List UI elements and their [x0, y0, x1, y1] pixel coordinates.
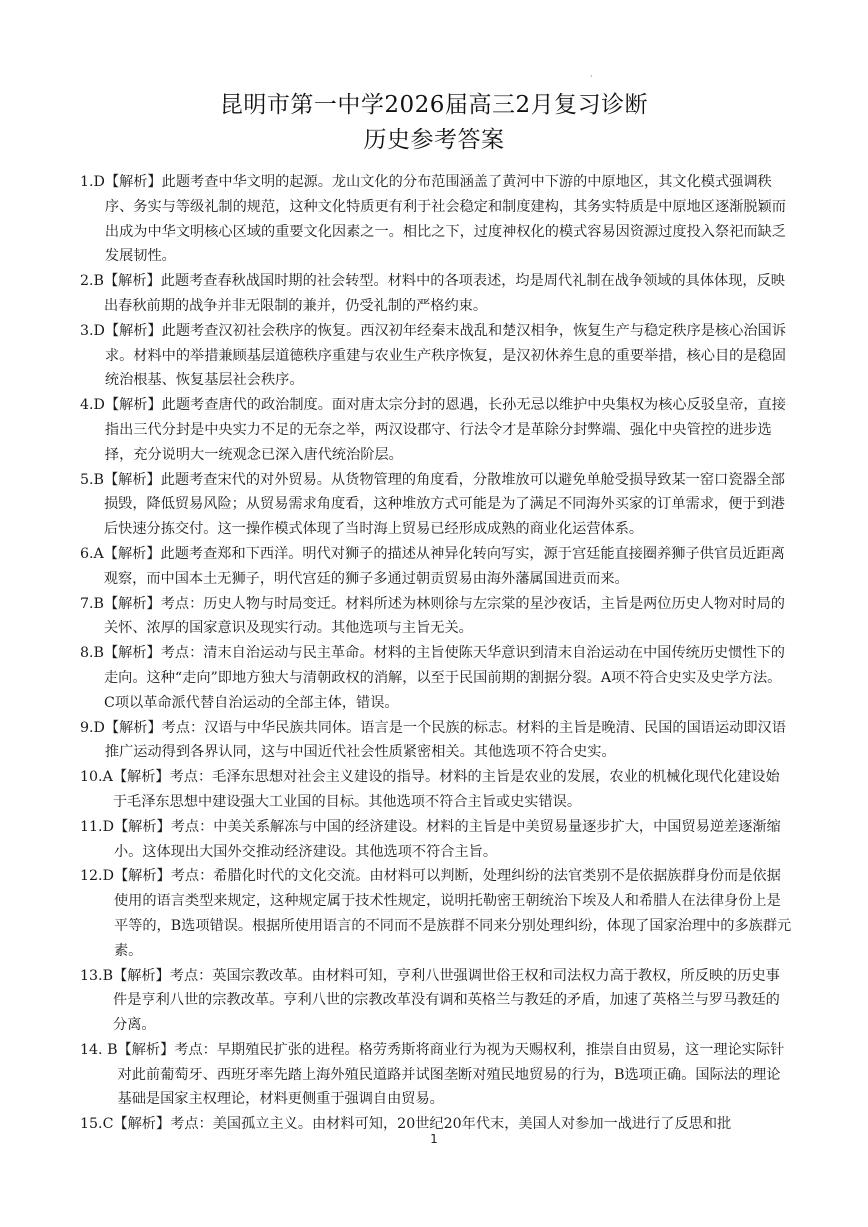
answer-number: 11.D	[80, 818, 114, 835]
answer-item	[80, 716, 792, 766]
answer-item	[80, 864, 792, 963]
answer-item	[80, 170, 792, 269]
answer-list	[80, 170, 792, 1137]
answer-item	[80, 393, 792, 467]
answer-item	[80, 468, 792, 542]
answer-item	[80, 641, 792, 715]
answer-explanation: 【解析】考点：毛泽东思想对社会主义建设的指导。材料的主旨是农业的发展，农业的机械化现代化建设始于毛泽东思想中建设强大工业国的目标。其他选项不符合主旨或史实错误。	[112, 769, 780, 810]
answer-explanation: 【解析】考点：汉语与中华民族共同体。语言是一个民族的标志。材料的主旨是晚清、民国的国语运动即汉语推广运动得到各界认同，这与中国近代社会性质紧密相关。其他选项不符合史实。	[104, 719, 786, 761]
answer-explanation: 【解析】此题考查汉初社会秩序的恢复。西汉初年经秦末战乱和楚汉相争，恢复生产与稳定秩序是核心治国诉求。材料中的举措兼顾基层道德秩序重建与农业生产秩序恢复，是汉初休养生息的重要举措，核心目的是稳固统治根基、恢复基层社会秩序。	[104, 322, 786, 389]
answer-number: 3.D	[80, 322, 105, 339]
answer-item	[80, 815, 792, 865]
answer-explanation: 【解析】考点：中美关系解冻与中国的经济建设。材料的主旨是中美贸易量逐步扩大，中国贸易逆差逐渐缩小。这体现出大国外交推动经济建设。其他选项不符合主旨。	[113, 818, 781, 860]
answer-item	[80, 1038, 792, 1112]
answer-number: 2.B	[80, 273, 104, 290]
page-number: 1	[430, 1132, 438, 1146]
answer-number: 14. B	[80, 1041, 118, 1058]
answer-explanation: 【解析】此题考查唐代的政治制度。面对唐太宗分封的恩遇，长孙无忌以维护中央集权为核心反驳皇帝，直接指出三代分封是中央实力不足的无奈之举，两汉设郡守、行法令才是革除分封弊端、强化中央管控的进步选择，充分说明大一统观念已深入唐代统治阶层。	[104, 397, 786, 463]
answer-item	[80, 269, 792, 319]
answer-explanation: 【解析】考点：早期殖民扩张的进程。格劳秀斯将商业行为视为天赐权利，推崇自由贸易，这一理论实际针对此前葡萄牙、西班牙率先踏上海外殖民道路并试图垄断对殖民地贸易的行为，B选项正确。国际法的理论基础是国家主权理论，材料更侧重于强调自由贸易。	[117, 1041, 785, 1108]
answer-number: 4.D	[80, 397, 105, 414]
answer-explanation: 【解析】考点：希腊化时代的文化交流。由材料可以判断，处理纠纷的法官类别不是依据族群身份而是依据使用的语言类型来规定，这种规定属于技术性规定，说明托勒密王朝统治下埃及人和希腊人在法律身份上是平等的，B选项错误。根据所使用语言的不同而不是族群不同来分别处理纠纷，体现了国家治理中的多族群元素。	[113, 868, 792, 959]
answer-explanation: 【解析】此题考查春秋战国时期的社会转型。材料中的各项表述，均是周代礼制在战争领域的具体体现，反映出春秋前期的战争并非无限制的兼并，仍受礼制的严格约束。	[103, 273, 785, 314]
answer-number: 10.A	[80, 769, 113, 786]
scan-mark: ·	[590, 72, 593, 81]
answer-number: 9.D	[80, 719, 105, 736]
answer-explanation: 【解析】考点：英国宗教改革。由材料可知，亨利八世强调世俗王权和司法权力高于教权，所反映的历史事件是亨利八世的宗教改革。亨利八世的宗教改革没有调和英格兰与教廷的矛盾，加速了英格兰与罗马教廷的分离。	[113, 967, 780, 1034]
document-subtitle: 历史参考答案	[363, 127, 505, 153]
answer-number: 15.C	[80, 1116, 114, 1133]
answer-explanation: 【解析】考点：清末自治运动与民主革命。材料的主旨使陈天华意识到清末自治运动在中国传统历史惯性下的走向。这种“走向”即地方独大与清朝政权的消解，以至于民国前期的割据分裂。A项不符合史实及史学方法。C项以革命派代替自治运动的全部主体，错误。	[103, 645, 785, 711]
answer-item	[80, 542, 792, 592]
answer-number: 6.A	[80, 545, 104, 562]
answer-item	[80, 964, 792, 1038]
answer-number: 13.B	[80, 967, 113, 984]
answer-explanation: 【解析】此题考查中华文明的起源。龙山文化的分布范围涵盖了黄河中下游的中原地区，其文化模式强调秩序、务实与等级礼制的规范，这种文化特质更有利于社会稳定和制度建构，其务实特质是中原地区逐渐脱颖而出成为中华文明核心区域的重要文化因素之一。相比之下，过度神权化的模式容易因资源过度投入祭祀而缺乏发展韧性。	[104, 174, 786, 265]
answer-number: 5.B	[80, 471, 104, 488]
answer-item	[80, 592, 792, 642]
answer-number: 12.D	[80, 868, 114, 885]
answer-number: 7.B	[80, 595, 104, 612]
answer-number: 8.B	[80, 645, 104, 662]
answer-explanation: 【解析】考点：历史人物与时局变迁。材料所述为林则徐与左宗棠的星沙夜话，主旨是两位历史人物对时局的关怀、浓厚的国家意识及现实行动。其他选项与主旨无关。	[103, 595, 785, 637]
answer-explanation: 【解析】此题考查郑和下西洋。明代对狮子的描述从神异化转向写实，源于宫廷能直接圈养狮子供官员近距离观察，而中国本土无狮子，明代宫廷的狮子多通过朝贡贸易由海外藩属国进贡而来。	[103, 545, 785, 587]
answer-item	[80, 319, 792, 393]
answer-explanation: 【解析】此题考查宋代的对外贸易。从货物管理的角度看，分散堆放可以避免单舱受损导致某一窑口瓷器全部损毁，降低贸易风险；从贸易需求角度看，这种堆放方式可能是为了满足不同海外买家的订单需求，便于到港后快速分拣交付。这一操作模式体现了当时海上贸易已经形成成熟的商业化运营体系。	[103, 471, 785, 538]
answer-number: 1.D	[80, 174, 105, 190]
answer-item	[80, 765, 792, 815]
answer-explanation: 【解析】考点：美国孤立主义。由材料可知，20世纪20年代末，美国人对参加一战进行了反思和批	[113, 1116, 732, 1133]
document-title: 昆明市第一中学2026届高三2月复习诊断	[219, 92, 649, 118]
